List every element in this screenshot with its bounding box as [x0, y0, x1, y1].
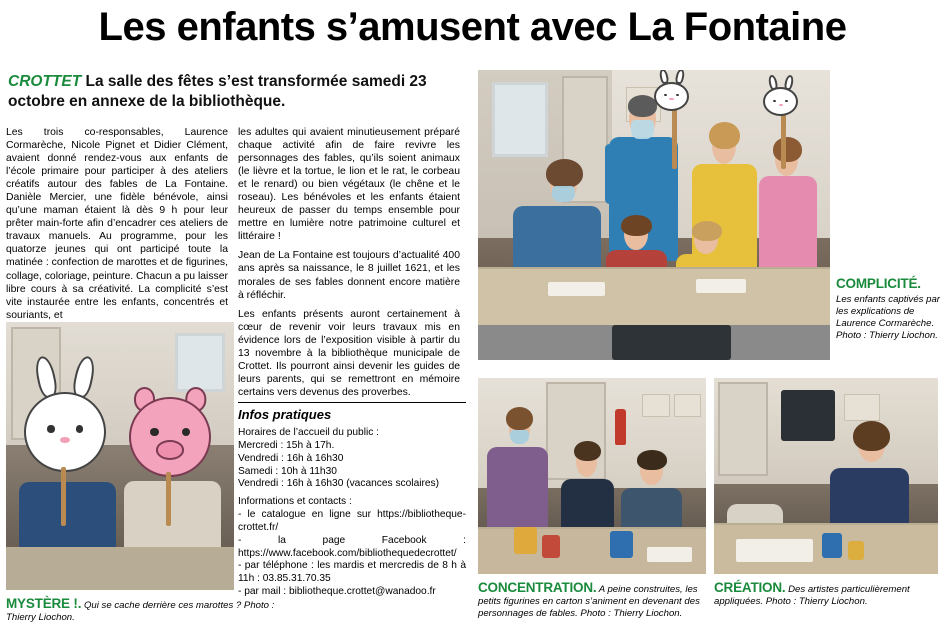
caption-lead: COMPLICITÉ. [836, 276, 921, 291]
paragraph: Les enfants présents auront certainement à cœur de revenir voir leurs travaux mis en évidence lors de l’exposition visible à partir du 13 novembre à la bibliothèque municipale de Crottet. Ils pourront ainsi devenir les guides de leurs parents, qui se remettront en mémoire certains vers devenus des proverbes. [238, 308, 460, 398]
photo-two-children-wearing-rabbit-and-pig-masks [6, 322, 234, 590]
photo-children-around-table-with-marottes [478, 70, 830, 360]
infobox-line: Horaires de l’accueil du public : [238, 427, 379, 438]
infobox-line: Informations et contacts : [238, 496, 352, 508]
caption-credit: Photo : Thierry Liochon. [765, 596, 868, 608]
infobox-line: Samedi : 10h à 11h30 [238, 465, 337, 477]
infobox-line: Vendredi : 16h à 16h30 [238, 452, 344, 464]
infobox-line: - par mail : bibliotheque.crottet@wanadoo.fr [238, 586, 436, 598]
caption-text: A peine construites, les petits figurines en carton s’animent en devenant des personnages de fables. [478, 584, 700, 620]
photo-girl-painting-at-table [714, 378, 938, 574]
caption-text: Qui se cache derrière ces marottes ? [83, 600, 242, 611]
caption-mystere [6, 596, 306, 624]
caption-text: Les enfants captivés par les explications de Laurence Cormarèche. [836, 294, 940, 329]
caption-creation [714, 580, 940, 608]
infobox-line: Vendredi : 16h à 16h30 (vacances scolaires) [238, 478, 440, 490]
paragraph: Jean de La Fontaine est toujours d’actualité 400 ans après sa naissance, le 8 juillet 1621, et les morales de ses fables donnent encore matière à réfléchir. [238, 250, 460, 301]
standfirst-text: La salle des fêtes s’est transformée samedi 23 octobre en annexe de la bibliothèque. [8, 73, 427, 110]
caption-credit: Photo : Thierry Liochon. [836, 329, 938, 341]
paragraph: les adultes qui avaient minutieusement préparé chaque activité afin de faire revivre les personnages des fables, qu’ils soient animaux (le lièvre et la tortue, le lion et le rat, le corbeau et le renard) ou bien végétaux (le chêne et le roseau). Les bénévoles et les enfants étaient heureux de passer du temps ensemble pour mettre en lumière notre patrimoine culturel et littéraire ! [238, 127, 460, 243]
caption-complicite [836, 276, 940, 341]
infobox-body [238, 427, 466, 599]
body-column-1 [6, 126, 228, 328]
page-title: Les enfants s’amusent avec La Fontaine [98, 5, 847, 49]
infobox-line: Mercredi : 15h à 17h. [238, 439, 335, 451]
caption-lead: MYSTÈRE !. [6, 596, 82, 611]
caption-lead: CRÉATION. [714, 580, 786, 595]
caption-text: Des artistes particulièrement appliquées. [714, 584, 910, 608]
standfirst [8, 72, 468, 112]
paragraph: Les trois co-responsables, Laurence Cormarèche, Nicole Pignet et Didier Clément, avaient donné rendez-vous aux enfants de l’école primaire pour participer à des ateliers créatifs autour des fables de La Fontaine. Danièle Mercier, une fidèle bénévole, ainsi qu’une maman étaient là dès 9 h pour leur prêter main-forte afin d’encadrer ces ateliers de travaux manuels. Au programme, pour les quatorze jeunes qui ont participé toute la matinée : confection de marottes et de figurines, collage, coloriage, peinture. Chacun a pu laisser libre cours à sa créativité. La complicité s’est vite instaurée entre les enfants, concentrés et souriants, et [6, 127, 228, 321]
infobox-line: - le catalogue en ligne sur https://bibliotheque-crottet.fr/ [238, 509, 466, 533]
body-column-2 [238, 126, 460, 405]
caption-credit: Photo : Thierry Liochon. [580, 608, 683, 620]
caption-concentration [478, 580, 710, 620]
photo-children-assembling-cardboard-figurines [478, 378, 706, 574]
infos-pratiques-box [238, 402, 466, 599]
dateline-location: CROTTET [8, 73, 82, 90]
caption-lead: CONCENTRATION. [478, 580, 597, 595]
infobox-line: - la page Facebook : https://www.facebook.com/bibliothequedecrottet/ [238, 534, 466, 559]
infobox-line: - par téléphone : les mardis et mercredis de 8 h à 11h : 03.85.31.70.35 [238, 560, 466, 585]
infobox-title: Infos pratiques [238, 407, 332, 422]
caption-credit: Photo : Thierry Liochon. [6, 600, 275, 624]
